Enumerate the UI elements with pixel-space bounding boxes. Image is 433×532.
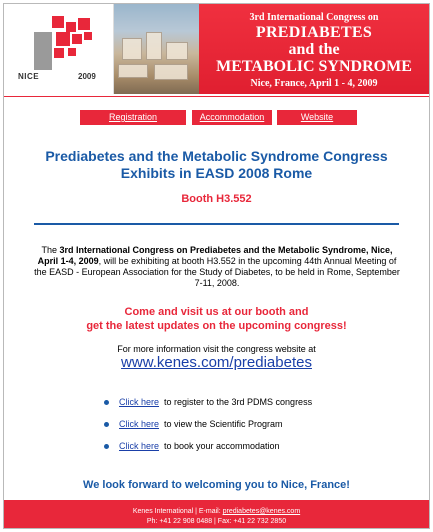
photo-building xyxy=(154,64,188,80)
section-divider xyxy=(34,223,399,225)
congress-name-2: and the xyxy=(288,41,340,58)
congress-logo xyxy=(16,16,102,82)
list-item xyxy=(104,441,404,463)
logo-panel xyxy=(4,4,114,94)
footer-contact xyxy=(4,508,429,515)
footer-phone: Ph: +41 22 908 0488 | Fax: +41 22 732 2850 xyxy=(146,518,287,525)
action-list xyxy=(104,397,404,463)
accommodation-link[interactable]: Click here xyxy=(119,441,160,451)
bullet-icon xyxy=(104,444,109,449)
booth-number: Booth H3.552 xyxy=(181,193,252,205)
email-link[interactable]: prediabetes@kenes.com xyxy=(222,508,301,515)
accommodation-button[interactable]: Accommodation xyxy=(192,110,272,125)
announcement-paragraph xyxy=(32,245,402,289)
website-link[interactable]: www.kenes.com/prediabetes xyxy=(121,354,312,371)
header-banner xyxy=(4,4,429,94)
photo-building xyxy=(146,32,162,60)
website-button[interactable]: Website xyxy=(277,110,357,125)
program-link[interactable]: Click here xyxy=(119,419,160,429)
visit-callout xyxy=(24,305,409,333)
footer xyxy=(4,500,429,529)
header-divider xyxy=(4,96,429,97)
logo-year-text: 2009 xyxy=(78,72,96,81)
logo-square xyxy=(78,18,90,30)
footer-company: Kenes International | E-mail: xyxy=(132,508,223,515)
congress-name-1: PREDIABETES xyxy=(255,24,373,41)
photo-building xyxy=(122,38,142,60)
logo-square xyxy=(66,22,76,32)
bullet-icon xyxy=(104,422,109,427)
welcome-message: We look forward to welcoming you to Nice, France! xyxy=(83,479,350,491)
visit-line-1: Come and visit us at our booth and xyxy=(124,306,309,318)
more-info-text: For more information visit the congress website at xyxy=(117,344,316,354)
page-title: Prediabetes and the Metabolic Syndrome Congress Exhibits in EASD 2008 Rome xyxy=(45,148,388,181)
congress-name-3: METABOLIC SYNDROME xyxy=(216,58,412,75)
nav-bar xyxy=(4,110,429,126)
para-bold: 3rd International Congress on Prediabetes and the Metabolic Syndrome, Nice, April 1-4, 2009 xyxy=(37,245,393,266)
email-frame xyxy=(3,3,430,529)
logo-square xyxy=(68,48,76,56)
logo-square xyxy=(72,34,82,44)
photo-building xyxy=(166,42,188,60)
para-pre: The xyxy=(41,245,60,255)
bullet-icon xyxy=(104,400,109,405)
logo-square xyxy=(52,16,64,28)
list-item-text: to register to the 3rd PDMS congress xyxy=(164,397,313,407)
list-item xyxy=(104,397,404,419)
list-item-text: to book your accommodation xyxy=(164,441,280,451)
logo-square xyxy=(54,48,64,58)
para-post: , will be exhibiting at booth H3.552 in the upcoming 44th Annual Meeting of the EASD - European Association for the Study of Diabetes, to be held in Rome, September 7-11, 2008. xyxy=(34,256,400,288)
logo-city-text: NICE xyxy=(18,72,40,81)
congress-edition: 3rd International Congress on xyxy=(249,12,379,23)
list-item xyxy=(104,419,404,441)
logo-gray-bar xyxy=(34,32,52,70)
congress-title-panel xyxy=(199,4,429,94)
logo-square xyxy=(84,32,92,40)
register-link[interactable]: Click here xyxy=(119,397,160,407)
logo-square xyxy=(56,32,70,46)
visit-line-2: get the latest updates on the upcoming congress! xyxy=(86,320,347,332)
list-item-text: to view the Scientific Program xyxy=(164,419,283,429)
congress-date: Nice, France, April 1 - 4, 2009 xyxy=(250,78,378,89)
photo-building xyxy=(118,64,148,78)
registration-button[interactable]: Registration xyxy=(80,110,186,125)
